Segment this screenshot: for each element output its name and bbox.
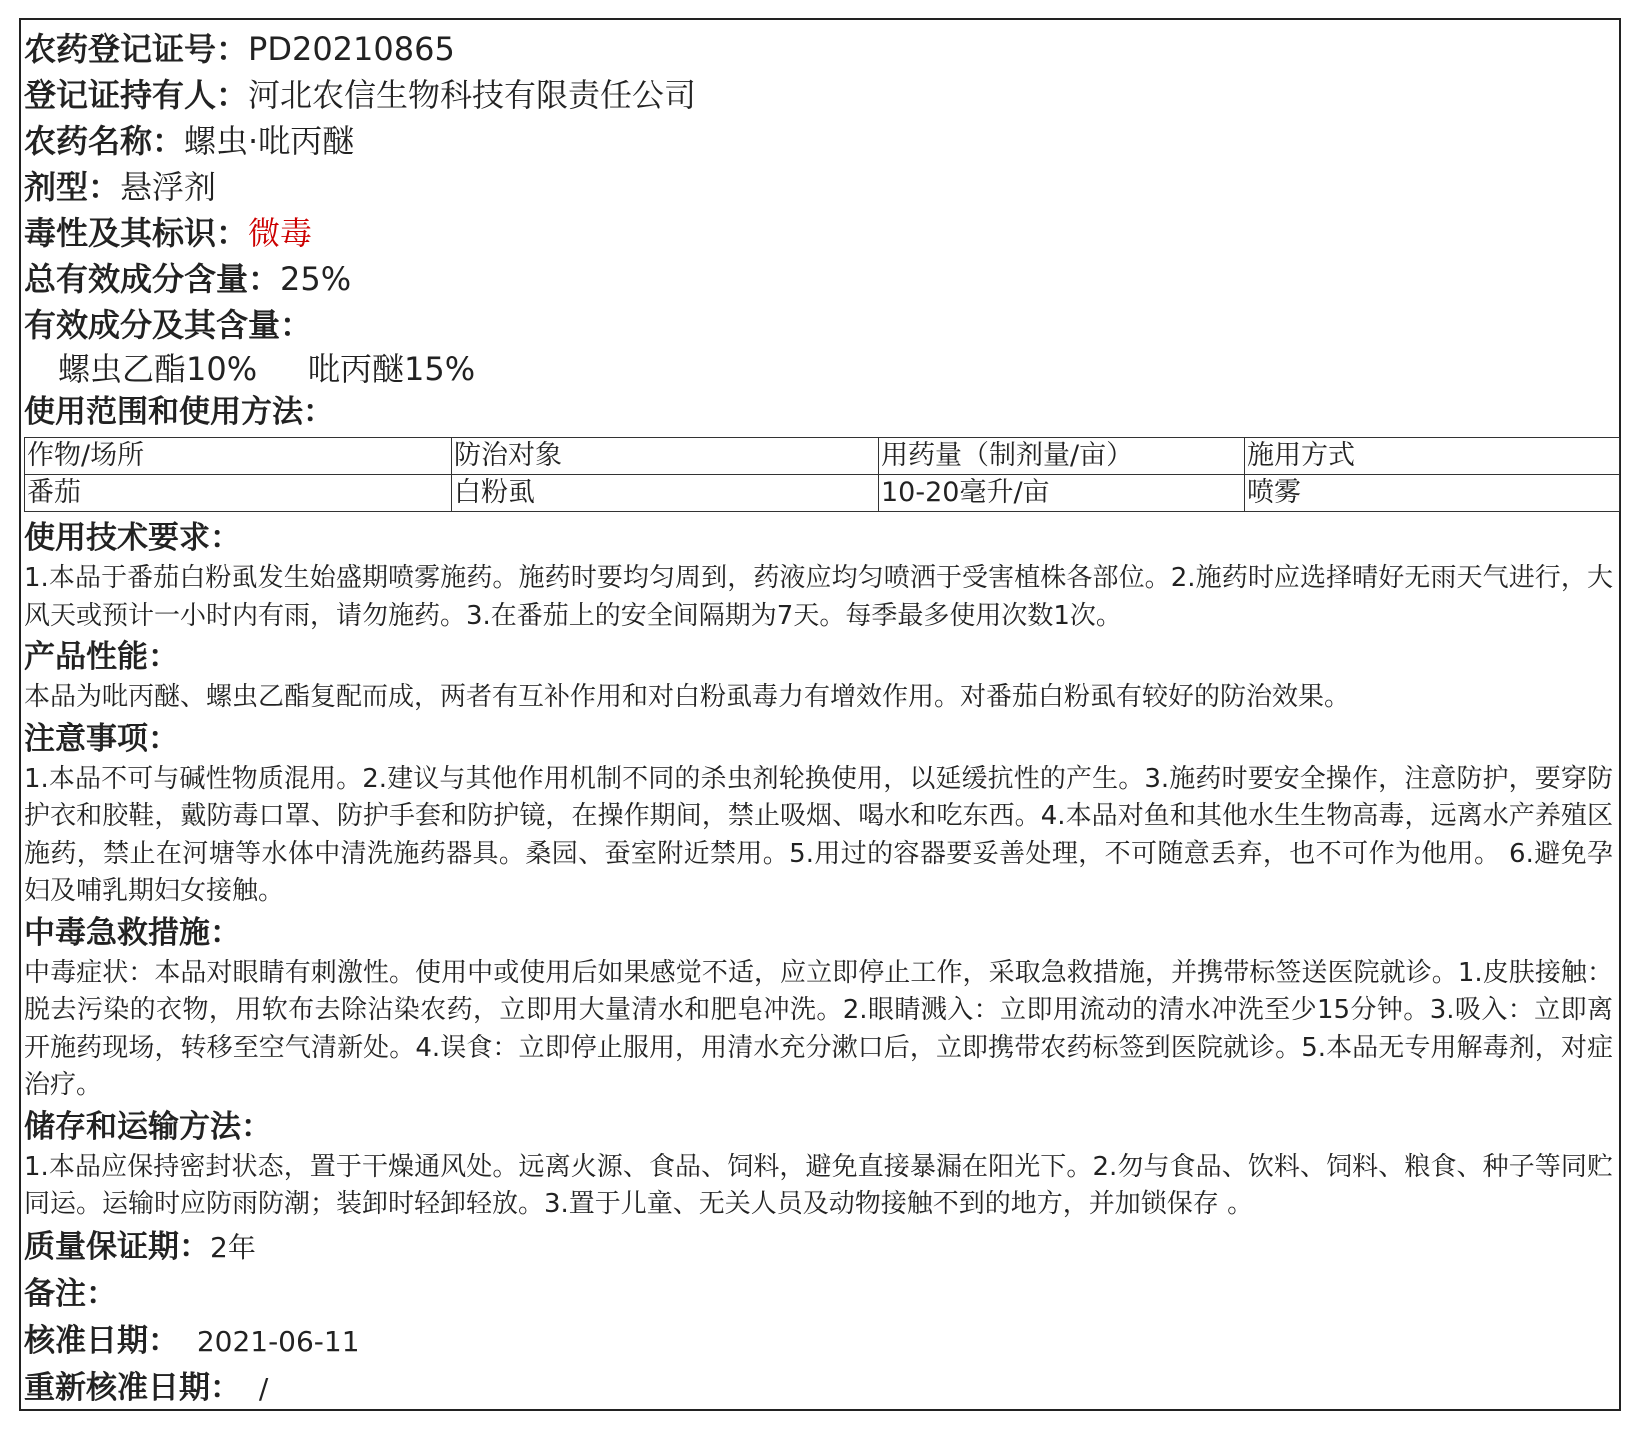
storage-heading: 储存和运输方法： — [24, 1108, 272, 1145]
pesticide-name-label: 农药名称： — [24, 122, 185, 160]
reapproval-date-label: 重新核准日期： — [24, 1369, 241, 1406]
performance-text: 本品为吡丙醚、螺虫乙酯复配而成，两者有互补作用和对白粉虱毒力有增效作用。对番茄白粉虱有较好的防治效果。 — [24, 682, 1351, 712]
table-cell: 10-20毫升/亩 — [879, 475, 1245, 512]
table-cell: 白粉虱 — [452, 475, 879, 512]
holder-value: 河北农信生物科技有限责任公司 — [248, 76, 697, 114]
approval-date-row — [24, 1318, 1615, 1365]
table-row — [25, 475, 1620, 512]
table-header-cell: 用药量（制剂量/亩） — [879, 438, 1245, 475]
tech-requirements-heading: 使用技术要求： — [24, 520, 241, 556]
tech-requirements-text: 1.本品于番茄白粉虱发生始盛期喷雾施药。施药时要均匀周到，药液应均匀喷洒于受害植株各部位。2.施药时应选择晴好无雨天气进行，大风天或预计一小时内有雨，请勿施药。3.在番茄上的安全间隔期为7天。每季最多使用次数1次。 — [24, 563, 1613, 631]
registration-number-label: 农药登记证号： — [24, 30, 249, 68]
shelf-life-row — [24, 1224, 1615, 1271]
table-cell: 番茄 — [25, 475, 452, 512]
pesticide-label-document — [19, 18, 1621, 1411]
ingredient-item: 螺虫乙酯10% — [58, 350, 258, 388]
storage-text: 1.本品应保持密封状态，置于干燥通风处。远离火源、食品、饲料，避免直接暴漏在阳光下。2.勿与食品、饮料、饲料、粮食、种子等同贮同运。运输时应防雨防潮；装卸时轻卸轻放。3.置于儿童、无关人员及动物接触不到的地方，并加锁保存 。 — [24, 1151, 1613, 1219]
precautions-heading: 注意事项： — [24, 720, 179, 757]
toxicity-label: 毒性及其标识： — [24, 214, 249, 252]
precautions-text: 1.本品不可与碱性物质混用。2.建议与其他作用机制不同的杀虫剂轮换使用，以延缓抗性的产生。3.施药时要安全操作，注意防护，要穿防护衣和胶鞋，戴防毒口罩、防护手套和防护镜，在操作期间，禁止吸烟、喝水和吃东西。4.本品对鱼和其他水生生物高毒，远离水产养殖区施药，禁止在河塘等水体中清洗施药器具。桑园、蚕室附近禁用。5.用过的容器要妥善处理，不可随意丢弃，也不可作为他用。 6.避免孕妇及哺乳期妇女接触。 — [24, 763, 1613, 906]
shelf-life-label: 质量保证期： — [24, 1228, 210, 1265]
reapproval-date-value: / — [258, 1371, 269, 1405]
total-content-label: 总有效成分含量： — [24, 260, 281, 298]
total-content-value: 25% — [280, 260, 352, 298]
ingredients-label: 有效成分及其含量： — [24, 306, 313, 344]
remarks-row — [24, 1271, 1615, 1318]
ingredient-item: 吡丙醚15% — [308, 350, 476, 388]
holder-label: 登记证持有人： — [24, 76, 249, 114]
formulation-label: 剂型： — [24, 168, 121, 206]
pesticide-name-value: 螺虫·吡丙醚 — [184, 122, 355, 160]
ingredients-heading-row — [24, 302, 1615, 348]
shelf-life-value: 2年 — [210, 1230, 256, 1264]
pesticide-name-row — [24, 118, 1615, 164]
reapproval-date-row — [24, 1365, 1615, 1412]
table-header-cell: 施用方式 — [1245, 438, 1620, 475]
table-header-row — [25, 438, 1620, 475]
first-aid-heading: 中毒急救措施： — [24, 914, 241, 951]
holder-row — [24, 72, 1615, 118]
usage-table — [24, 437, 1620, 512]
approval-date-label: 核准日期： — [24, 1322, 179, 1359]
table-cell: 喷雾 — [1245, 475, 1620, 512]
toxicity-value: 微毒 — [248, 214, 313, 252]
registration-number-value: PD20210865 — [248, 30, 455, 68]
approval-date-value: 2021-06-11 — [196, 1324, 360, 1358]
ingredients-list — [24, 348, 1615, 390]
table-header-cell: 作物/场所 — [25, 438, 452, 475]
toxicity-row — [24, 210, 1615, 256]
formulation-value: 悬浮剂 — [120, 168, 217, 206]
table-header-cell: 防治对象 — [452, 438, 879, 475]
first-aid-text: 中毒症状：本品对眼睛有刺激性。使用中或使用后如果感觉不适，应立即停止工作，采取急救措施，并携带标签送医院就诊。1.皮肤接触：脱去污染的衣物，用软布去除沾染农药，立即用大量清水和肥皂冲洗。2.眼睛溅入：立即用流动的清水冲洗至少15分钟。3.吸入：立即离开施药现场，转移至空气清新处。4.误食：立即停止服用，用清水充分漱口后，立即携带农药标签到医院就诊。5.本品无专用解毒剂，对症治疗。 — [24, 957, 1613, 1100]
registration-number-row — [24, 26, 1615, 72]
total-content-row — [24, 256, 1615, 302]
performance-heading: 产品性能： — [24, 639, 179, 675]
formulation-row — [24, 164, 1615, 210]
usage-heading: 使用范围和使用方法： — [24, 394, 334, 430]
remarks-label: 备注： — [24, 1275, 117, 1312]
